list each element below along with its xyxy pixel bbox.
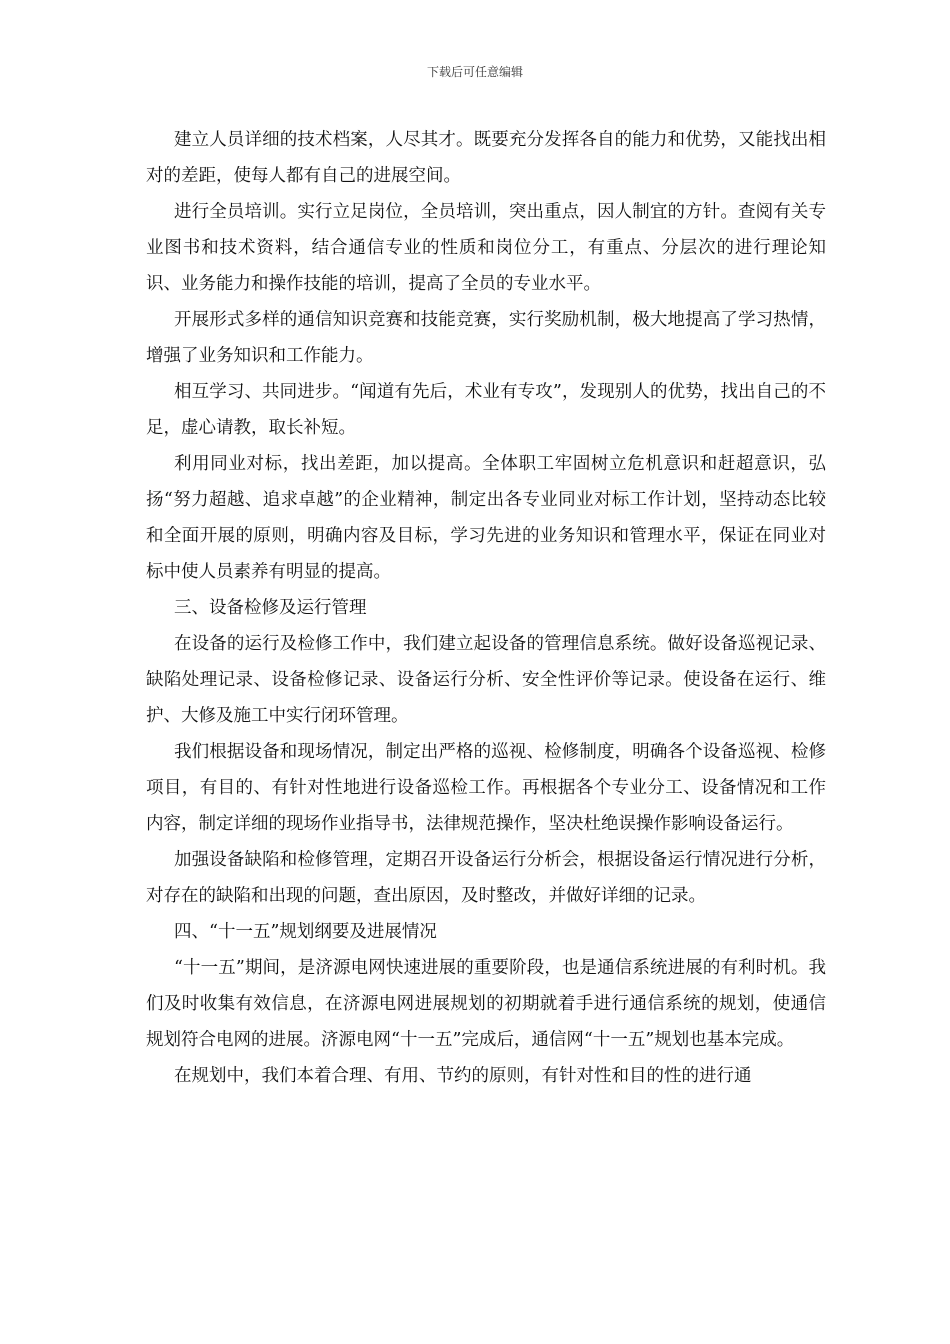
paragraph-equipment-info-system: 在设备的运行及检修工作中，我们建立起设备的管理信息系统。做好设备巡视记录、缺陷处理记录、设备检修记录、设备运行分析、安全性评价等记录。使设备在运行、维护、大修及施工中实行闭环管理。: [146, 634, 826, 726]
paragraph-competitions: 开展形式多样的通信知识竞赛和技能竞赛，实行奖励机制，极大地提高了学习热情，增强了业务知识和工作能力。: [146, 310, 826, 366]
paragraph-staff-training: 进行全员培训。实行立足岗位，全员培训，突出重点，因人制宜的方针。查阅有关专业图书和技术资料，结合通信专业的性质和岗位分工，有重点、分层次的进行理论知识、业务能力和操作技能的培训，提高了全员的专业水平。: [146, 202, 826, 294]
paragraph-benchmarking: 利用同业对标，找出差距，加以提高。全体职工牢固树立危机意识和赶超意识，弘扬“努力超越、追求卓越”的企业精神，制定出各专业同业对标工作计划，坚持动态比较和全面开展的原则，明确内容及目标，学习先进的业务知识和管理水平，保证在同业对标中使人员素养有明显的提高。: [146, 454, 826, 582]
page-header: 下载后可任意编辑: [426, 65, 523, 79]
document-body: [146, 122, 826, 1094]
section-heading-plan: 四、“十一五”规划纲要及进展情况: [174, 922, 437, 942]
paragraph-plan-principles: 在规划中，我们本着合理、有用、节约的原则，有针对性和目的性的进行通: [174, 1066, 752, 1086]
paragraph-plan-period: “十一五”期间，是济源电网快速进展的重要阶段，也是通信系统进展的有利时机。我们及时收集有效信息，在济源电网进展规划的初期就着手进行通信系统的规划，使通信规划符合电网的进展。济源电网“十一五”完成后，通信网“十一五”规划也基本完成。: [146, 958, 826, 1050]
paragraph-inspection-rules: 我们根据设备和现场情况，制定出严格的巡视、检修制度，明确各个设备巡视、检修项目，有目的、有针对性地进行设备巡检工作。再根据各个专业分工、设备情况和工作内容，制定详细的现场作业指导书，法律规范操作，坚决杜绝误操作影响设备运行。: [146, 742, 826, 834]
paragraph-staff-records: 建立人员详细的技术档案，人尽其才。既要充分发挥各自的能力和优势，又能找出相对的差距，使每人都有自己的进展空间。: [146, 130, 826, 186]
paragraph-defect-management: 加强设备缺陷和检修管理，定期召开设备运行分析会，根据设备运行情况进行分析，对存在的缺陷和出现的问题，查出原因，及时整改，并做好详细的记录。: [146, 850, 826, 906]
section-heading-equipment: 三、设备检修及运行管理: [174, 598, 367, 618]
paragraph-mutual-learning: 相互学习、共同进步。“闻道有先后，术业有专攻”，发现别人的优势，找出自己的不足，虚心请教，取长补短。: [146, 382, 826, 438]
